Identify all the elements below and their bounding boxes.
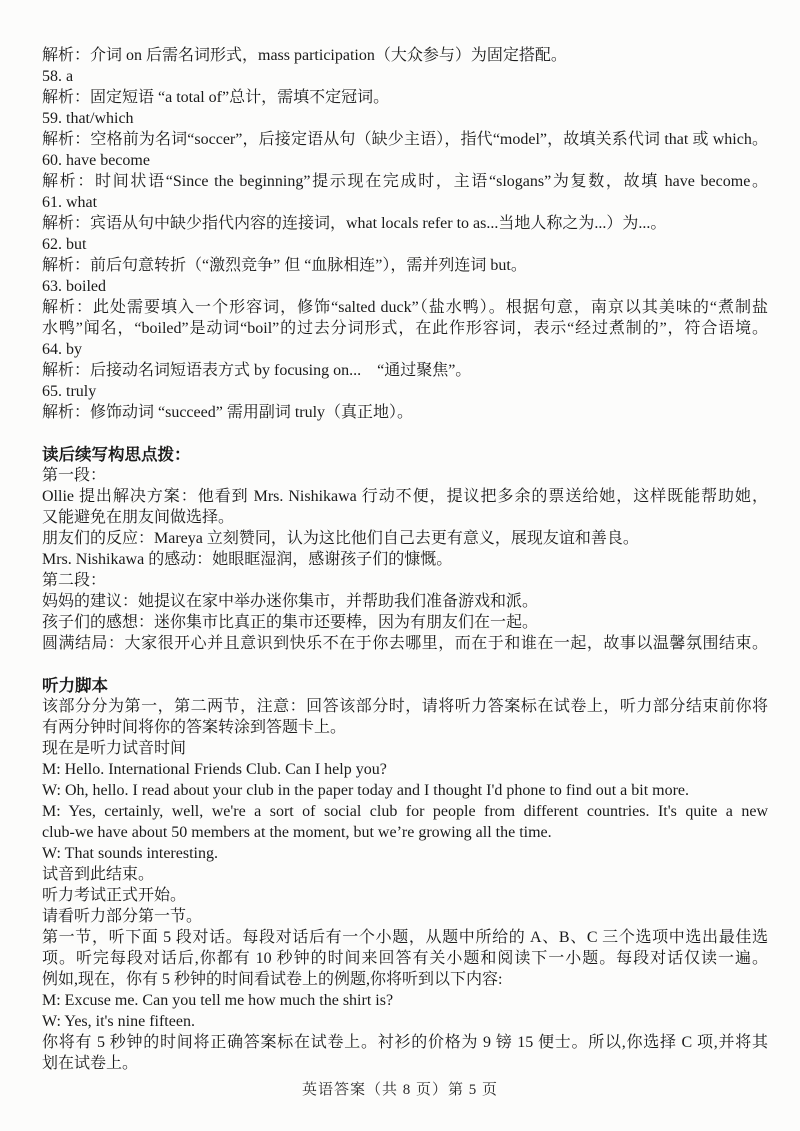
text-line: 解析：空格前为名词“soccer”，后接定语从句（缺少主语），指代“model”，故填关系代词 that 或 which。 bbox=[42, 131, 768, 148]
text-line: 解析：此处需要填入一个形容词，修饰“salted duck”（盐水鸭）。根据句意，南京以其美味的“煮制盐 bbox=[42, 299, 768, 316]
text-line: 听力考试正式开始。 bbox=[42, 887, 187, 904]
listening-section bbox=[42, 696, 768, 1074]
text-line: 圆满结局：大家很开心并且意识到快乐不在于你去哪里，而在于和谁在一起，故事以温馨氛围结束。 bbox=[42, 635, 768, 652]
listening-section-heading: 听力脚本 bbox=[42, 676, 108, 695]
text-line: 60. have become bbox=[42, 152, 150, 169]
text-line: 64. by bbox=[42, 341, 82, 358]
text-line: 解析：时间状语“Since the beginning”提示现在完成时，主语“slogans”为复数，故填 have become。 bbox=[42, 173, 768, 190]
answers-section bbox=[42, 45, 768, 423]
text-line: W: Yes, it's nine fifteen. bbox=[42, 1013, 195, 1030]
text-line: 妈妈的建议：她提议在家中举办迷你集市，并帮助我们准备游戏和派。 bbox=[42, 593, 539, 610]
text-line: W: Oh, hello. I read about your club in the paper today and I thought I'd phone to find out a bit more. bbox=[42, 782, 690, 799]
text-line: W: That sounds interesting. bbox=[42, 845, 218, 862]
page-footer: 英语答案（共 8 页）第 5 页 bbox=[301, 1082, 498, 1098]
text-line: 59. that/which bbox=[42, 110, 134, 127]
text-line: 62. but bbox=[42, 236, 87, 253]
text-line: 解析：宾语从句中缺少指代内容的连接词，what locals refer to as...当地人称之为...）为...。 bbox=[42, 215, 667, 232]
text-line: 有两分钟时间将你的答案转涂到答题卡上。 bbox=[42, 719, 347, 736]
text-line: 61. what bbox=[42, 194, 98, 211]
text-line: 第一段： bbox=[42, 467, 107, 484]
text-line: M: Hello. International Friends Club. Can I help you? bbox=[42, 761, 387, 778]
text-line: 例如,现在，你有 5 秒钟的时间看试卷上的例题,你将听到以下内容: bbox=[42, 971, 503, 988]
text-line: 请看听力部分第一节。 bbox=[42, 908, 203, 925]
text-line: 解析：固定短语 “a total of”总计，需填不定冠词。 bbox=[42, 89, 390, 106]
text-line: Mrs. Nishikawa 的感动：她眼眶湿润，感谢孩子们的慷慨。 bbox=[42, 551, 453, 568]
writing-section bbox=[42, 465, 768, 654]
writing-section-heading: 读后续写构思点拨： bbox=[42, 445, 191, 464]
text-line: 你将有 5 秒钟的时间将正确答案标在试卷上。衬衫的价格为 9 镑 15 便士。所以,你选择 C 项,并将其 bbox=[42, 1034, 768, 1051]
text-line: 划在试卷上。 bbox=[42, 1055, 139, 1072]
text-line: 该部分分为第一，第二两节，注意：回答该部分时，请将听力答案标在试卷上，听力部分结束前你将 bbox=[42, 698, 768, 715]
text-line: 解析：介词 on 后需名词形式，mass participation（大众参与）为固定搭配。 bbox=[42, 47, 567, 64]
text-line: 又能避免在朋友间做选择。 bbox=[42, 509, 235, 526]
text-line: 解析：前后句意转折（“激烈竞争” 但 “血脉相连”），需并列连词 but。 bbox=[42, 257, 527, 274]
text-line: 63. boiled bbox=[42, 278, 106, 295]
section-gap bbox=[42, 654, 768, 675]
text-line: 孩子们的感想：迷你集市比真正的集市还要棒，因为有朋友们在一起。 bbox=[42, 614, 539, 631]
text-line: 第一节，听下面 5 段对话。每段对话后有一个小题，从题中所给的 A、B、C 三个选项中选出最佳选 bbox=[42, 929, 768, 946]
section-gap bbox=[42, 423, 768, 444]
text-line: 现在是听力试音时间 bbox=[42, 740, 187, 757]
text-line: 58. a bbox=[42, 68, 74, 85]
text-line: club-we have about 50 members at the moment, but we’re growing all the time. bbox=[42, 824, 552, 841]
text-line: 解析：后接动名词短语表方式 by focusing on... “通过聚焦”。 bbox=[42, 362, 472, 379]
text-line: 试音到此结束。 bbox=[42, 866, 155, 883]
text-line: 朋友们的反应：Mareya 立刻赞同，认为这比他们自己去更有意义，展现友谊和善良。 bbox=[42, 530, 639, 547]
text-line: Ollie 提出解决方案：他看到 Mrs. Nishikawa 行动不便，提议把多余的票送给她，这样既能帮助她， bbox=[42, 488, 768, 505]
text-line: 水鸭”闻名，“boiled”是动词“boil”的过去分词形式，在此作形容词，表示“经过煮制的”，符合语境。 bbox=[42, 320, 768, 337]
text-line: 第二段： bbox=[42, 572, 107, 589]
text-line: 项。听完每段对话后,你都有 10 秒钟的时间来回答有关小题和阅读下一小题。每段对话仅读一遍。 bbox=[42, 950, 768, 967]
document-content bbox=[42, 45, 768, 1074]
text-line: 65. truly bbox=[42, 383, 97, 400]
text-line: 解析：修饰动词 “succeed” 需用副词 truly（真正地）。 bbox=[42, 404, 414, 421]
text-line: M: Yes, certainly, well, we're a sort of social club for people from different countries. It's quite a new bbox=[42, 803, 768, 820]
text-line: M: Excuse me. Can you tell me how much the shirt is? bbox=[42, 992, 394, 1009]
